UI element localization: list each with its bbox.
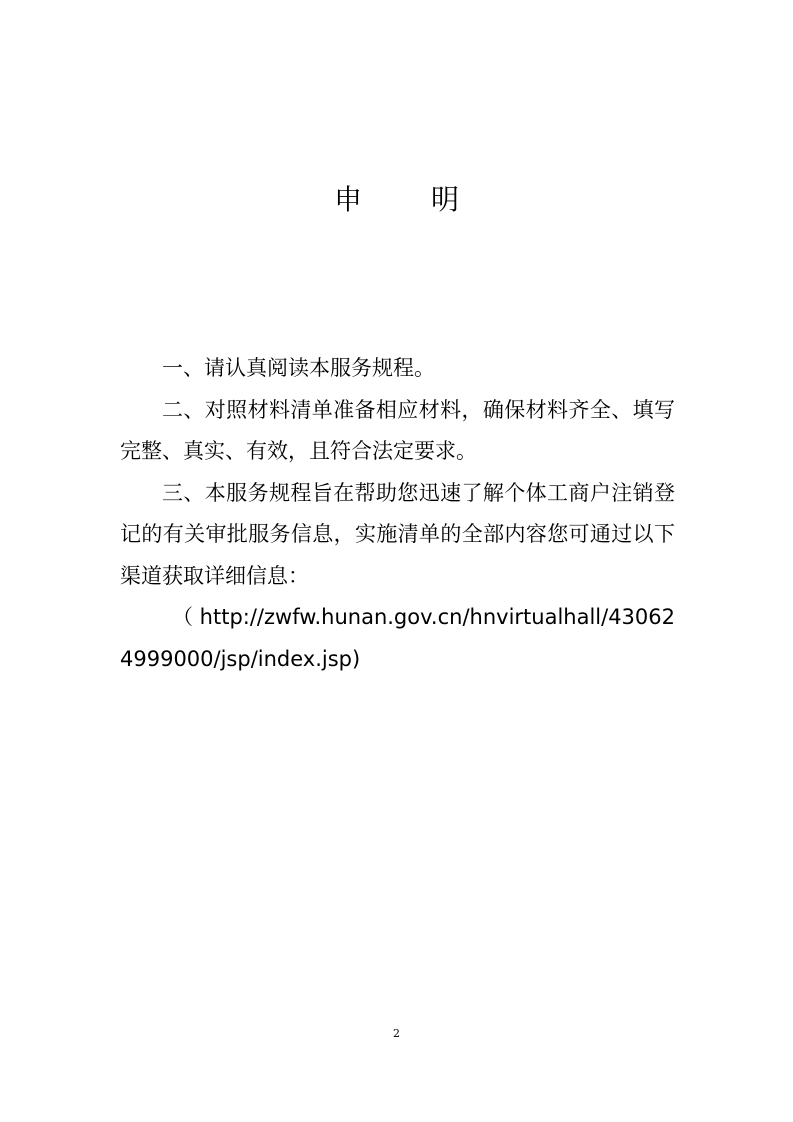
document-body — [120, 348, 675, 680]
page-number: 2 — [393, 1027, 400, 1040]
url-text: （ http://zwfw.hunan.gov.cn/hnvirtualhall/430624999000/jsp/index.jsp) — [120, 605, 676, 671]
page-title: 申 明 — [334, 183, 489, 216]
paragraph-1: 一、请认真阅读本服务规程。 — [162, 356, 435, 380]
paragraph-3: 三、本服务规程旨在帮助您迅速了解个体工商户注销登记的有关审批服务信息，实施清单的全部内容您可通过以下渠道获取详细信息： — [120, 480, 675, 588]
paragraph-2: 二、对照材料清单准备相应材料，确保材料齐全、填写完整、真实、有效，且符合法定要求。 — [120, 397, 675, 463]
